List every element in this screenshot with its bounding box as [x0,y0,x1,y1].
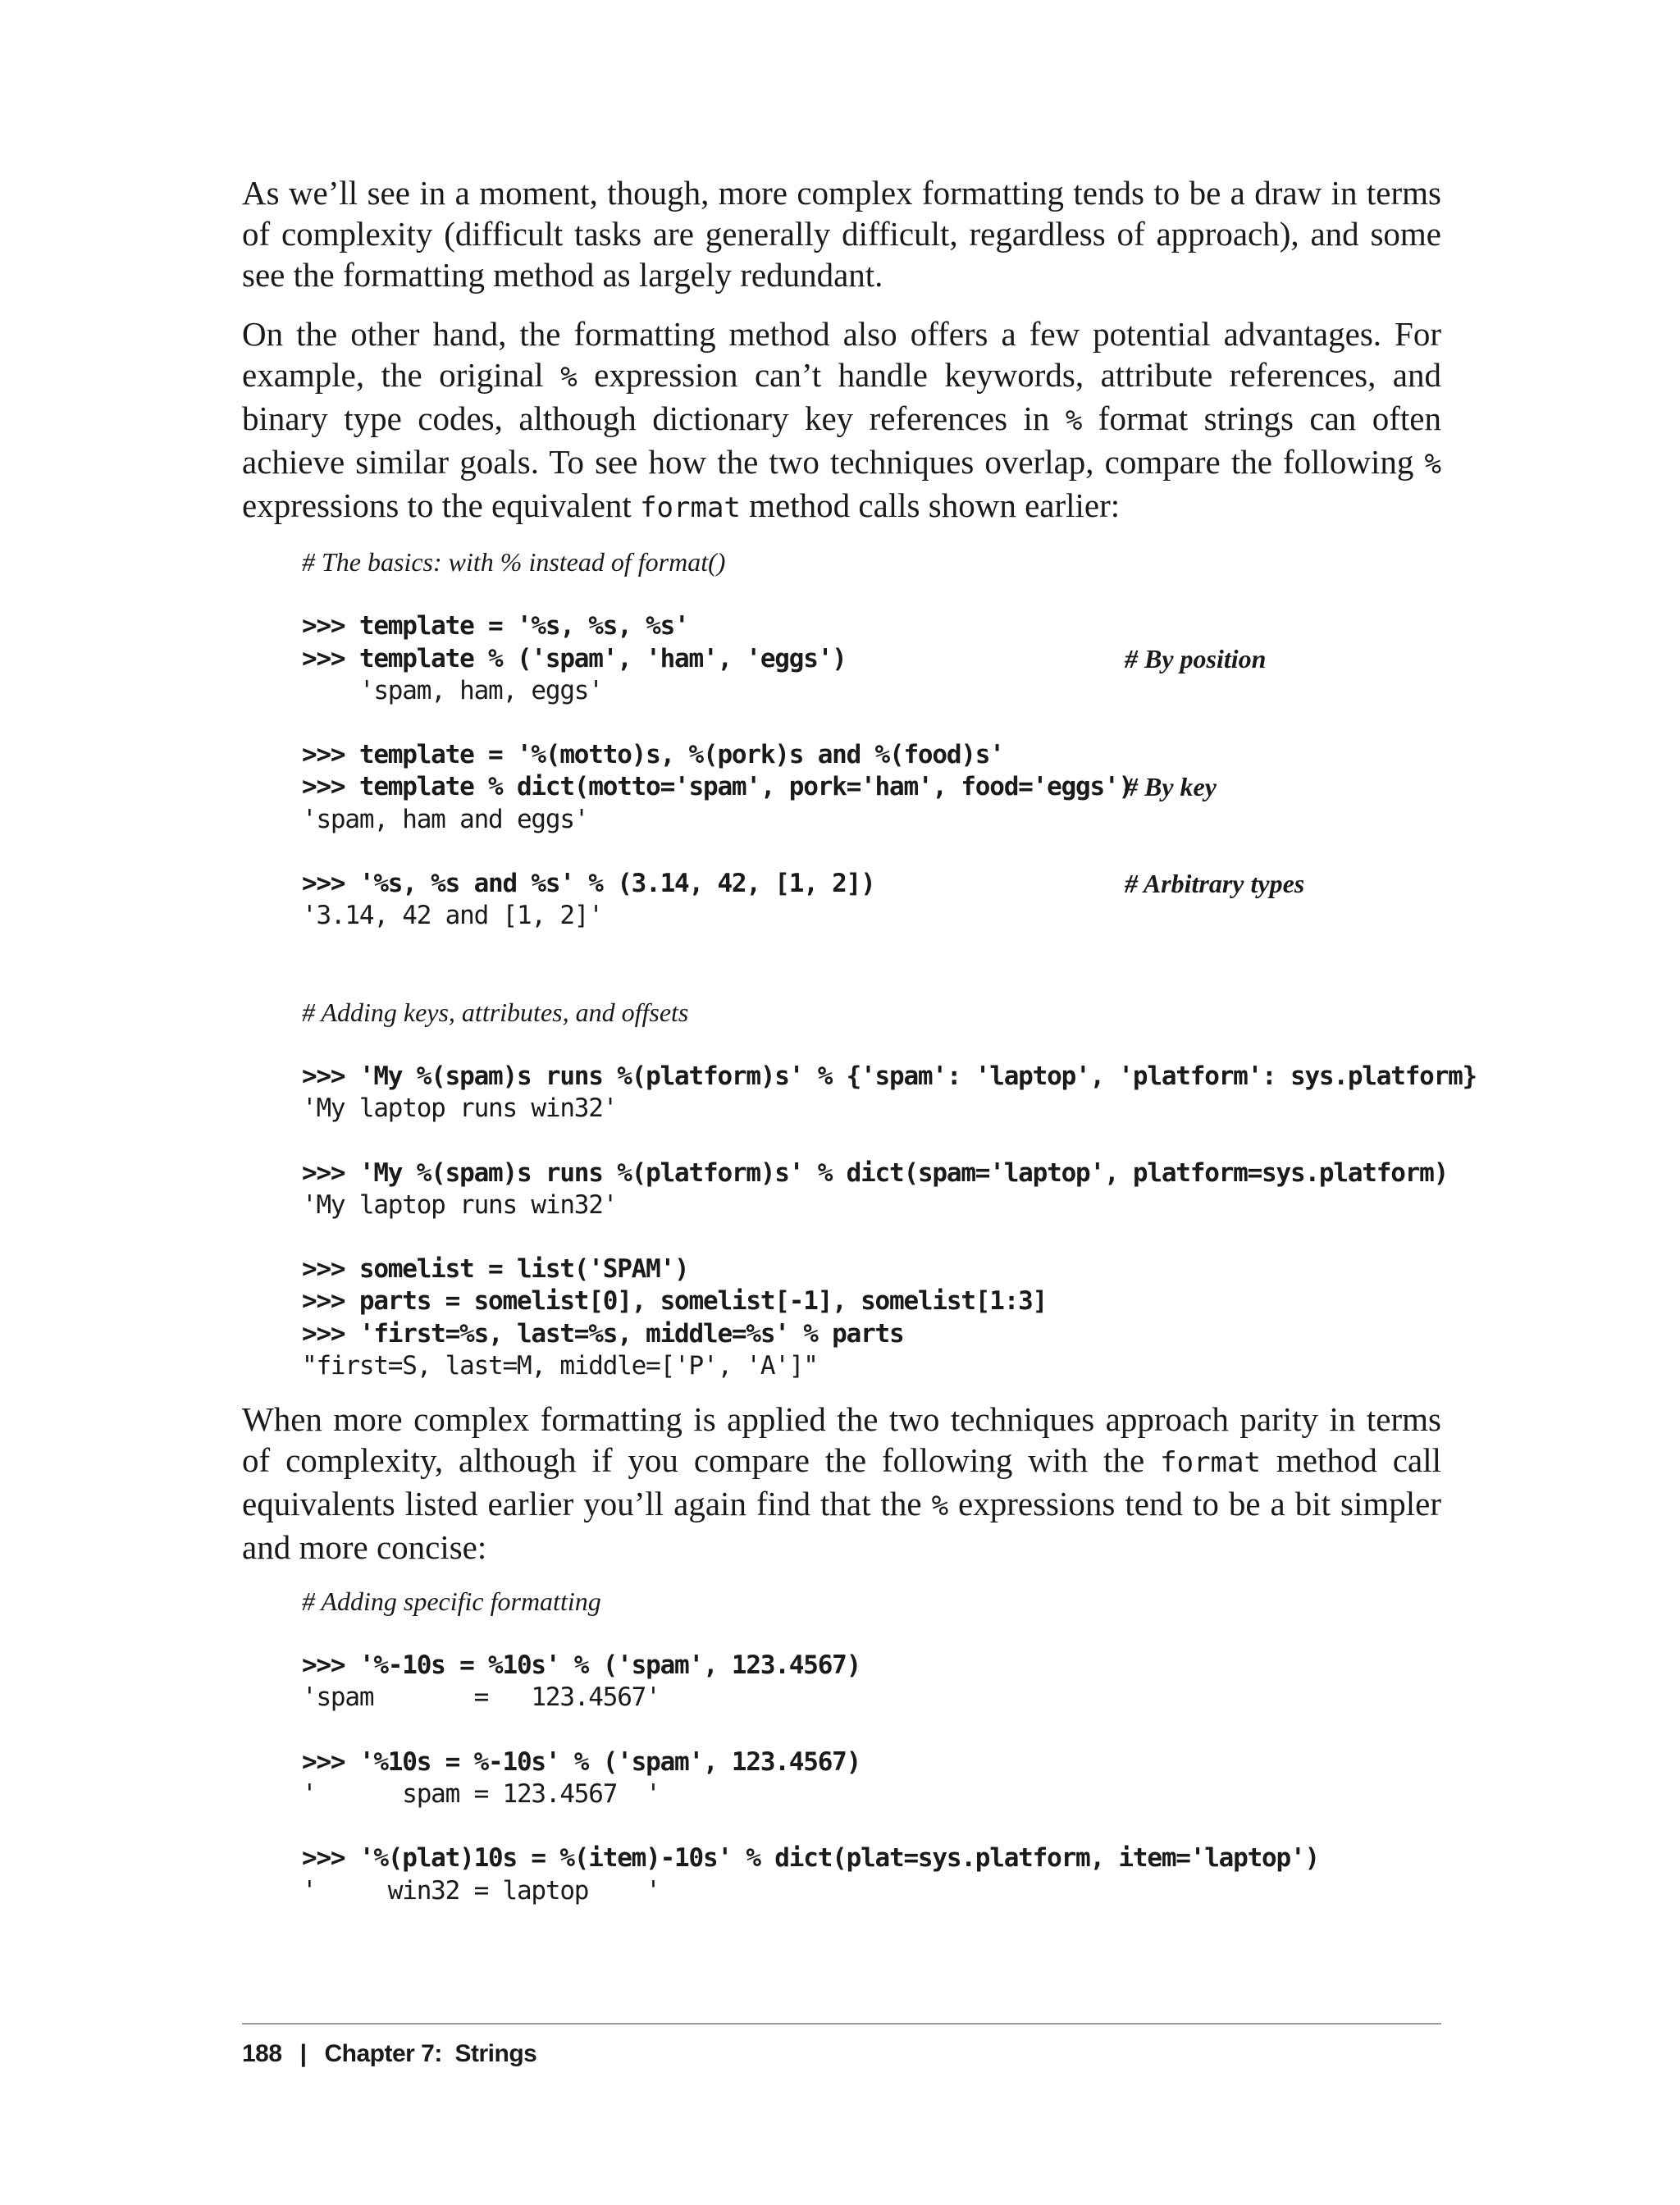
paragraph-advantages [242,313,1441,528]
code-input-line: >>> 'My %(spam)s runs %(platform)s' % dict(spam='laptop', platform=sys.platform) [302,1157,1449,1188]
code-block-basics [302,546,1477,1382]
code-block-formatting [302,1586,1441,1907]
paragraph-parity [242,1399,1441,1568]
blank-line [302,707,1441,739]
blank-line [302,964,1441,996]
code-comment: # The basics: with % instead of format() [302,547,726,577]
text-run: method calls shown earlier: [740,486,1121,524]
blank-line [302,1125,1441,1157]
code-input-line [302,771,1441,803]
footer-separator: | [299,2040,307,2067]
code-output-line: ' win32 = laptop ' [302,1875,660,1906]
code-output-line: "first=S, last=M, middle=['P', 'A']" [302,1350,818,1381]
blank-line [302,932,1441,964]
code-output-line: 'spam, ham and eggs' [302,804,589,834]
text-run: On the other hand, the formatting method also offers a few potential advantages. For example, the original [242,315,1441,394]
code-input-line: >>> template = '%s, %s, %s' [302,611,689,641]
code-text: >>> '%s, %s and %s' % (3.14, 42, [1, 2]) [302,868,875,898]
code-output-line: 'spam, ham, eggs' [302,675,603,705]
blank-line [302,1029,1441,1061]
text-run: expression can’t handle keywords, attribute references, and binary type codes, although dictionary key references in [242,356,1441,437]
code-input-line: >>> 'My %(spam)s runs %(platform)s' % {'spam': 'laptop', 'platform': sys.platform} [302,1061,1477,1091]
code-comment: # Adding keys, attributes, and offsets [302,997,689,1027]
code-input-line: >>> template = '%(motto)s, %(pork)s and %(food)s' [302,740,1004,770]
code-output-line: 'My laptop runs win32' [302,1093,618,1124]
code-comment: # Adding specific formatting [302,1586,601,1616]
blank-line [302,1618,1441,1650]
blank-line [302,836,1441,868]
inline-code: format [640,491,741,524]
code-output-line: 'spam = 123.4567' [302,1682,660,1713]
code-input-line: >>> somelist = list('SPAM') [302,1254,689,1285]
code-input-line: >>> 'first=%s, last=%s, middle=%s' % parts [302,1318,904,1349]
footer-rule [242,2023,1441,2025]
blank-line [302,1221,1441,1253]
chapter-title: Chapter 7: Strings [324,2040,537,2067]
inline-code: % [931,1489,949,1522]
code-output-line: '3.14, 42 and [1, 2]' [302,901,603,931]
inline-code: % [1424,448,1441,481]
paragraph-intro: As we’ll see in a moment, though, more complex formatting tends to be a draw in terms of complexity (difficult tasks are generally difficult, regardless of approach), and some see the formatting method as largely redundant. [242,174,1441,294]
text-run: expressions tend to be a bit simpler and more concise: [242,1484,1441,1566]
inline-code: format [1160,1445,1261,1479]
text-run: When more complex formatting is applied the two techniques approach parity in terms of complexity, although if you compare the following with the [242,1399,1441,1479]
code-input-line: >>> '%(plat)10s = %(item)-10s' % dict(plat=sys.platform, item='laptop') [302,1843,1319,1874]
code-text: >>> template % dict(motto='spam', pork='ham', food='eggs') [302,772,1133,802]
page-number: 188 [242,2040,282,2067]
code-input-line: >>> '%-10s = %10s' % ('spam', 123.4567) [302,1650,861,1681]
text-run: expressions to the equivalent [242,486,641,524]
code-input-line [302,868,1441,900]
text-run: format strings can often achieve similar goals. To see how the two techniques overlap, compare the following [242,399,1441,481]
code-input-line: >>> parts = somelist[0], somelist[-1], somelist[1:3] [302,1286,1048,1317]
inline-code: % [560,361,578,394]
page-footer [242,2034,536,2074]
code-output-line: ' spam = 123.4567 ' [302,1779,660,1809]
blank-line [302,1714,1441,1746]
code-input-line: >>> '%10s = %-10s' % ('spam', 123.4567) [302,1746,861,1777]
blank-line [302,578,1441,610]
code-output-line: 'My laptop runs win32' [302,1189,618,1220]
text-run: method call equivalents listed earlier you’ll again find that the [242,1440,1441,1522]
code-inline-comment: # Arbitrary types [1125,868,1305,898]
inline-code: % [1065,404,1083,437]
code-input-line [302,643,1441,675]
code-text: >>> template % ('spam', 'ham', 'eggs') [302,643,847,673]
code-inline-comment: # By key [1125,772,1217,802]
blank-line [302,1810,1441,1842]
page-body [242,172,1477,1924]
code-inline-comment: # By position [1125,643,1267,673]
